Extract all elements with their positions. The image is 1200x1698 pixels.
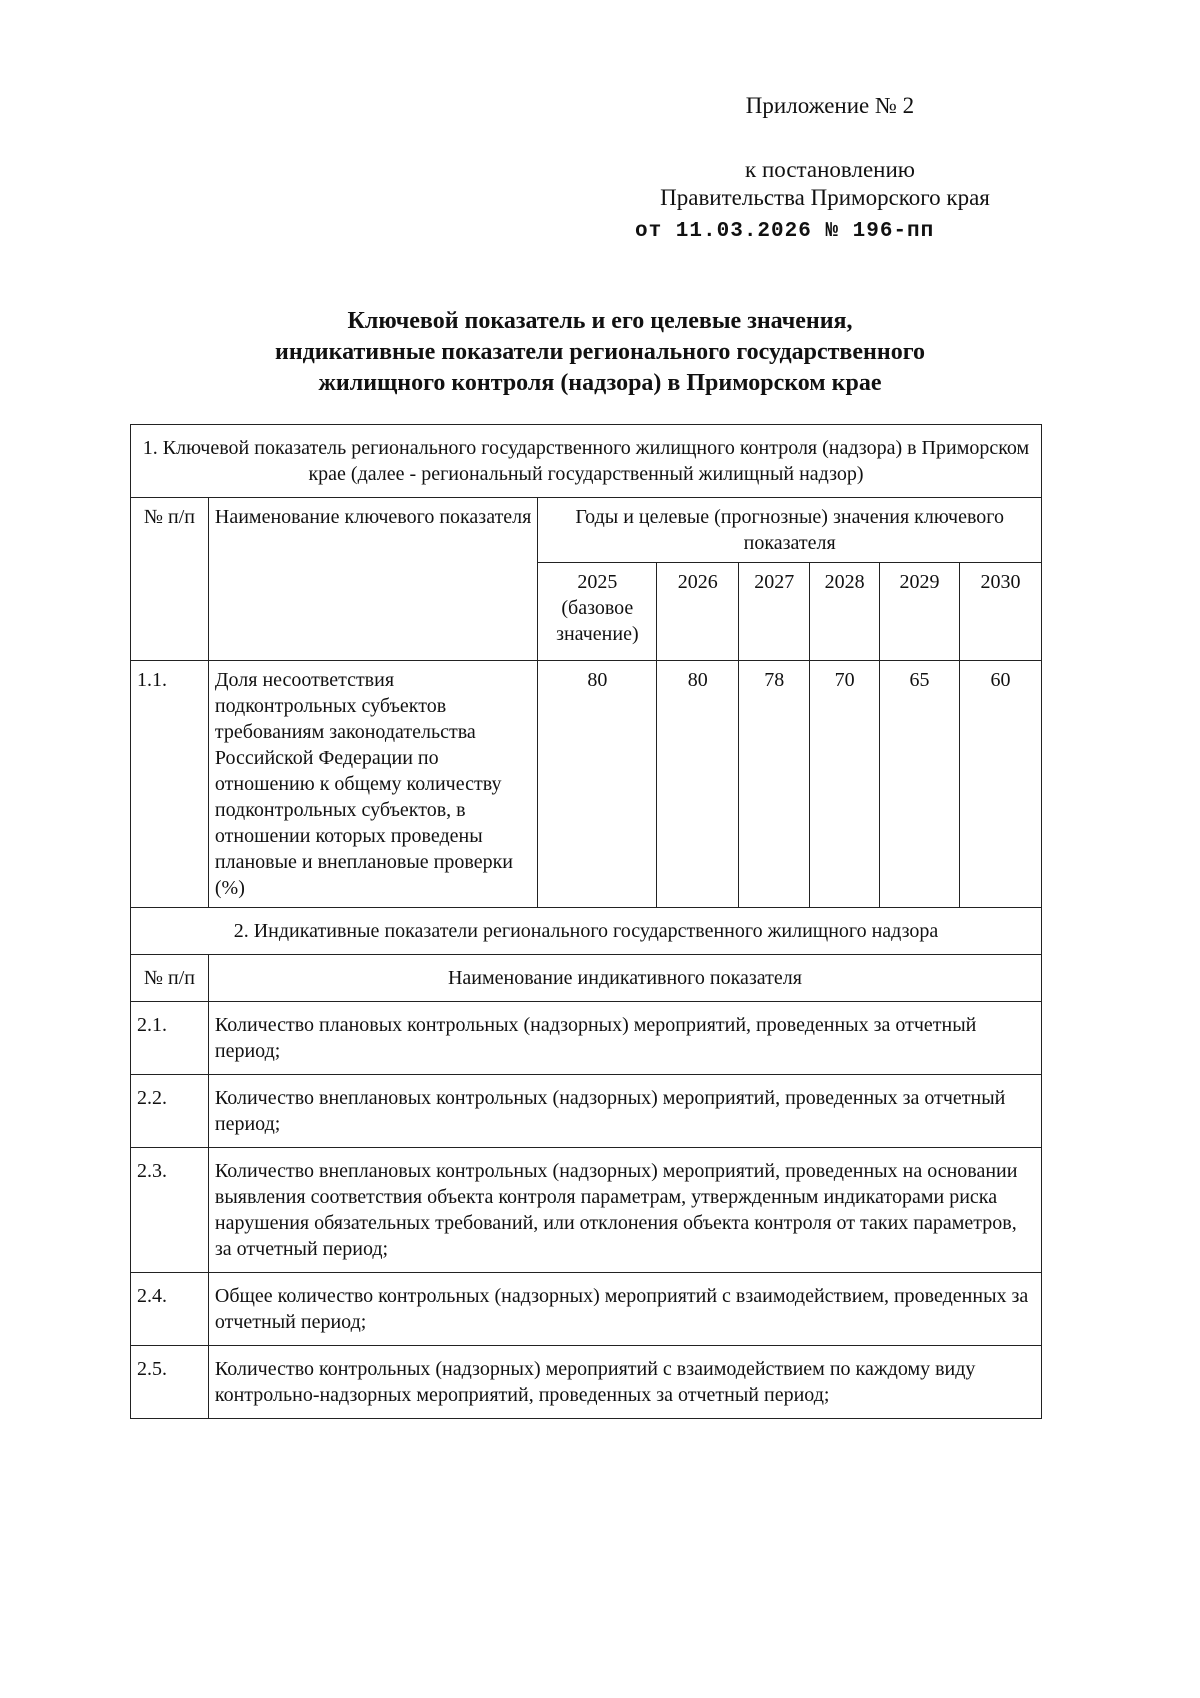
indicators-table xyxy=(130,424,1042,1419)
year-2030: 2030 xyxy=(960,563,1042,661)
table-row xyxy=(131,1273,1042,1346)
heading-line-3: жилищного контроля (надзора) в Приморском крае xyxy=(318,370,882,396)
value-2029: 65 xyxy=(880,661,960,908)
document-heading xyxy=(150,306,1050,399)
col-name-header: Наименование ключевого показателя xyxy=(208,498,538,661)
annex-title: Приложение № 2 xyxy=(745,93,915,118)
table-row xyxy=(131,661,1042,908)
value-2026: 80 xyxy=(657,661,739,908)
value-2030: 60 xyxy=(960,661,1042,908)
table-row xyxy=(131,1002,1042,1075)
year-2027: 2027 xyxy=(739,563,810,661)
section1-title-row xyxy=(131,425,1042,498)
row-num: 2.3. xyxy=(131,1148,209,1273)
section1-title: 1. Ключевой показатель регионального государственного жилищного контроля (надзора) в Приморском крае (далее - региональный государственный жилищный надзор) xyxy=(131,425,1042,498)
col-num-header: № п/п xyxy=(131,498,209,661)
year-2026: 2026 xyxy=(657,563,739,661)
row-num: 2.4. xyxy=(131,1273,209,1346)
heading-line-1: Ключевой показатель и его целевые значения, xyxy=(347,308,853,334)
annex-government: Правительства Приморского края xyxy=(660,185,990,210)
table-row xyxy=(131,1075,1042,1148)
value-2028: 70 xyxy=(810,661,880,908)
row-name: Количество плановых контрольных (надзорных) мероприятий, проведенных за отчетный период; xyxy=(208,1002,1041,1075)
row-num: 1.1. xyxy=(131,661,209,908)
row-name: Количество внеплановых контрольных (надзорных) мероприятий, проведенных за отчетный период; xyxy=(208,1075,1041,1148)
year-2029: 2029 xyxy=(880,563,960,661)
row-num: 2.1. xyxy=(131,1002,209,1075)
section2-title: 2. Индикативные показатели регионального государственного жилищного надзора xyxy=(131,908,1042,955)
col-num-header: № п/п xyxy=(131,955,209,1002)
section1-header-row xyxy=(131,498,1042,563)
value-2027: 78 xyxy=(739,661,810,908)
annex-date-number: от 11.03.2026 № 196-пп xyxy=(635,220,935,243)
section2-header-row xyxy=(131,955,1042,1002)
annex-resolution-label: к постановлению xyxy=(745,157,915,182)
heading-line-2: индикативные показатели регионального государственного xyxy=(275,339,925,365)
row-num: 2.5. xyxy=(131,1346,209,1419)
col-name-header: Наименование индикативного показателя xyxy=(208,955,1041,1002)
table-row xyxy=(131,1148,1042,1273)
section2-title-row xyxy=(131,908,1042,955)
row-name: Общее количество контрольных (надзорных) мероприятий с взаимодействием, проведенных за отчетный период; xyxy=(208,1273,1041,1346)
year-2028: 2028 xyxy=(810,563,880,661)
row-name: Количество внеплановых контрольных (надзорных) мероприятий, проведенных на основании выявления соответствия объекта контроля параметрам, утвержденным индикаторами риска нарушения обязательных требований, или отклонения объекта контроля от таких параметров, за отчетный период; xyxy=(208,1148,1041,1273)
row-name: Количество контрольных (надзорных) мероприятий с взаимодействием по каждому виду контрольно-надзорных мероприятий, проведенных за отчетный период; xyxy=(208,1346,1041,1419)
col-years-header: Годы и целевые (прогнозные) значения ключевого показателя xyxy=(538,498,1042,563)
row-num: 2.2. xyxy=(131,1075,209,1148)
table-row xyxy=(131,1346,1042,1419)
value-2025: 80 xyxy=(538,661,657,908)
year-2025: 2025 (базовое значение) xyxy=(538,563,657,661)
row-name: Доля несоответствия подконтрольных субъектов требованиям законодательства Российской Федерации по отношению к общему количеству подконтрольных субъектов, в отношении которых проведены плановые и внеплановые проверки (%) xyxy=(208,661,538,908)
